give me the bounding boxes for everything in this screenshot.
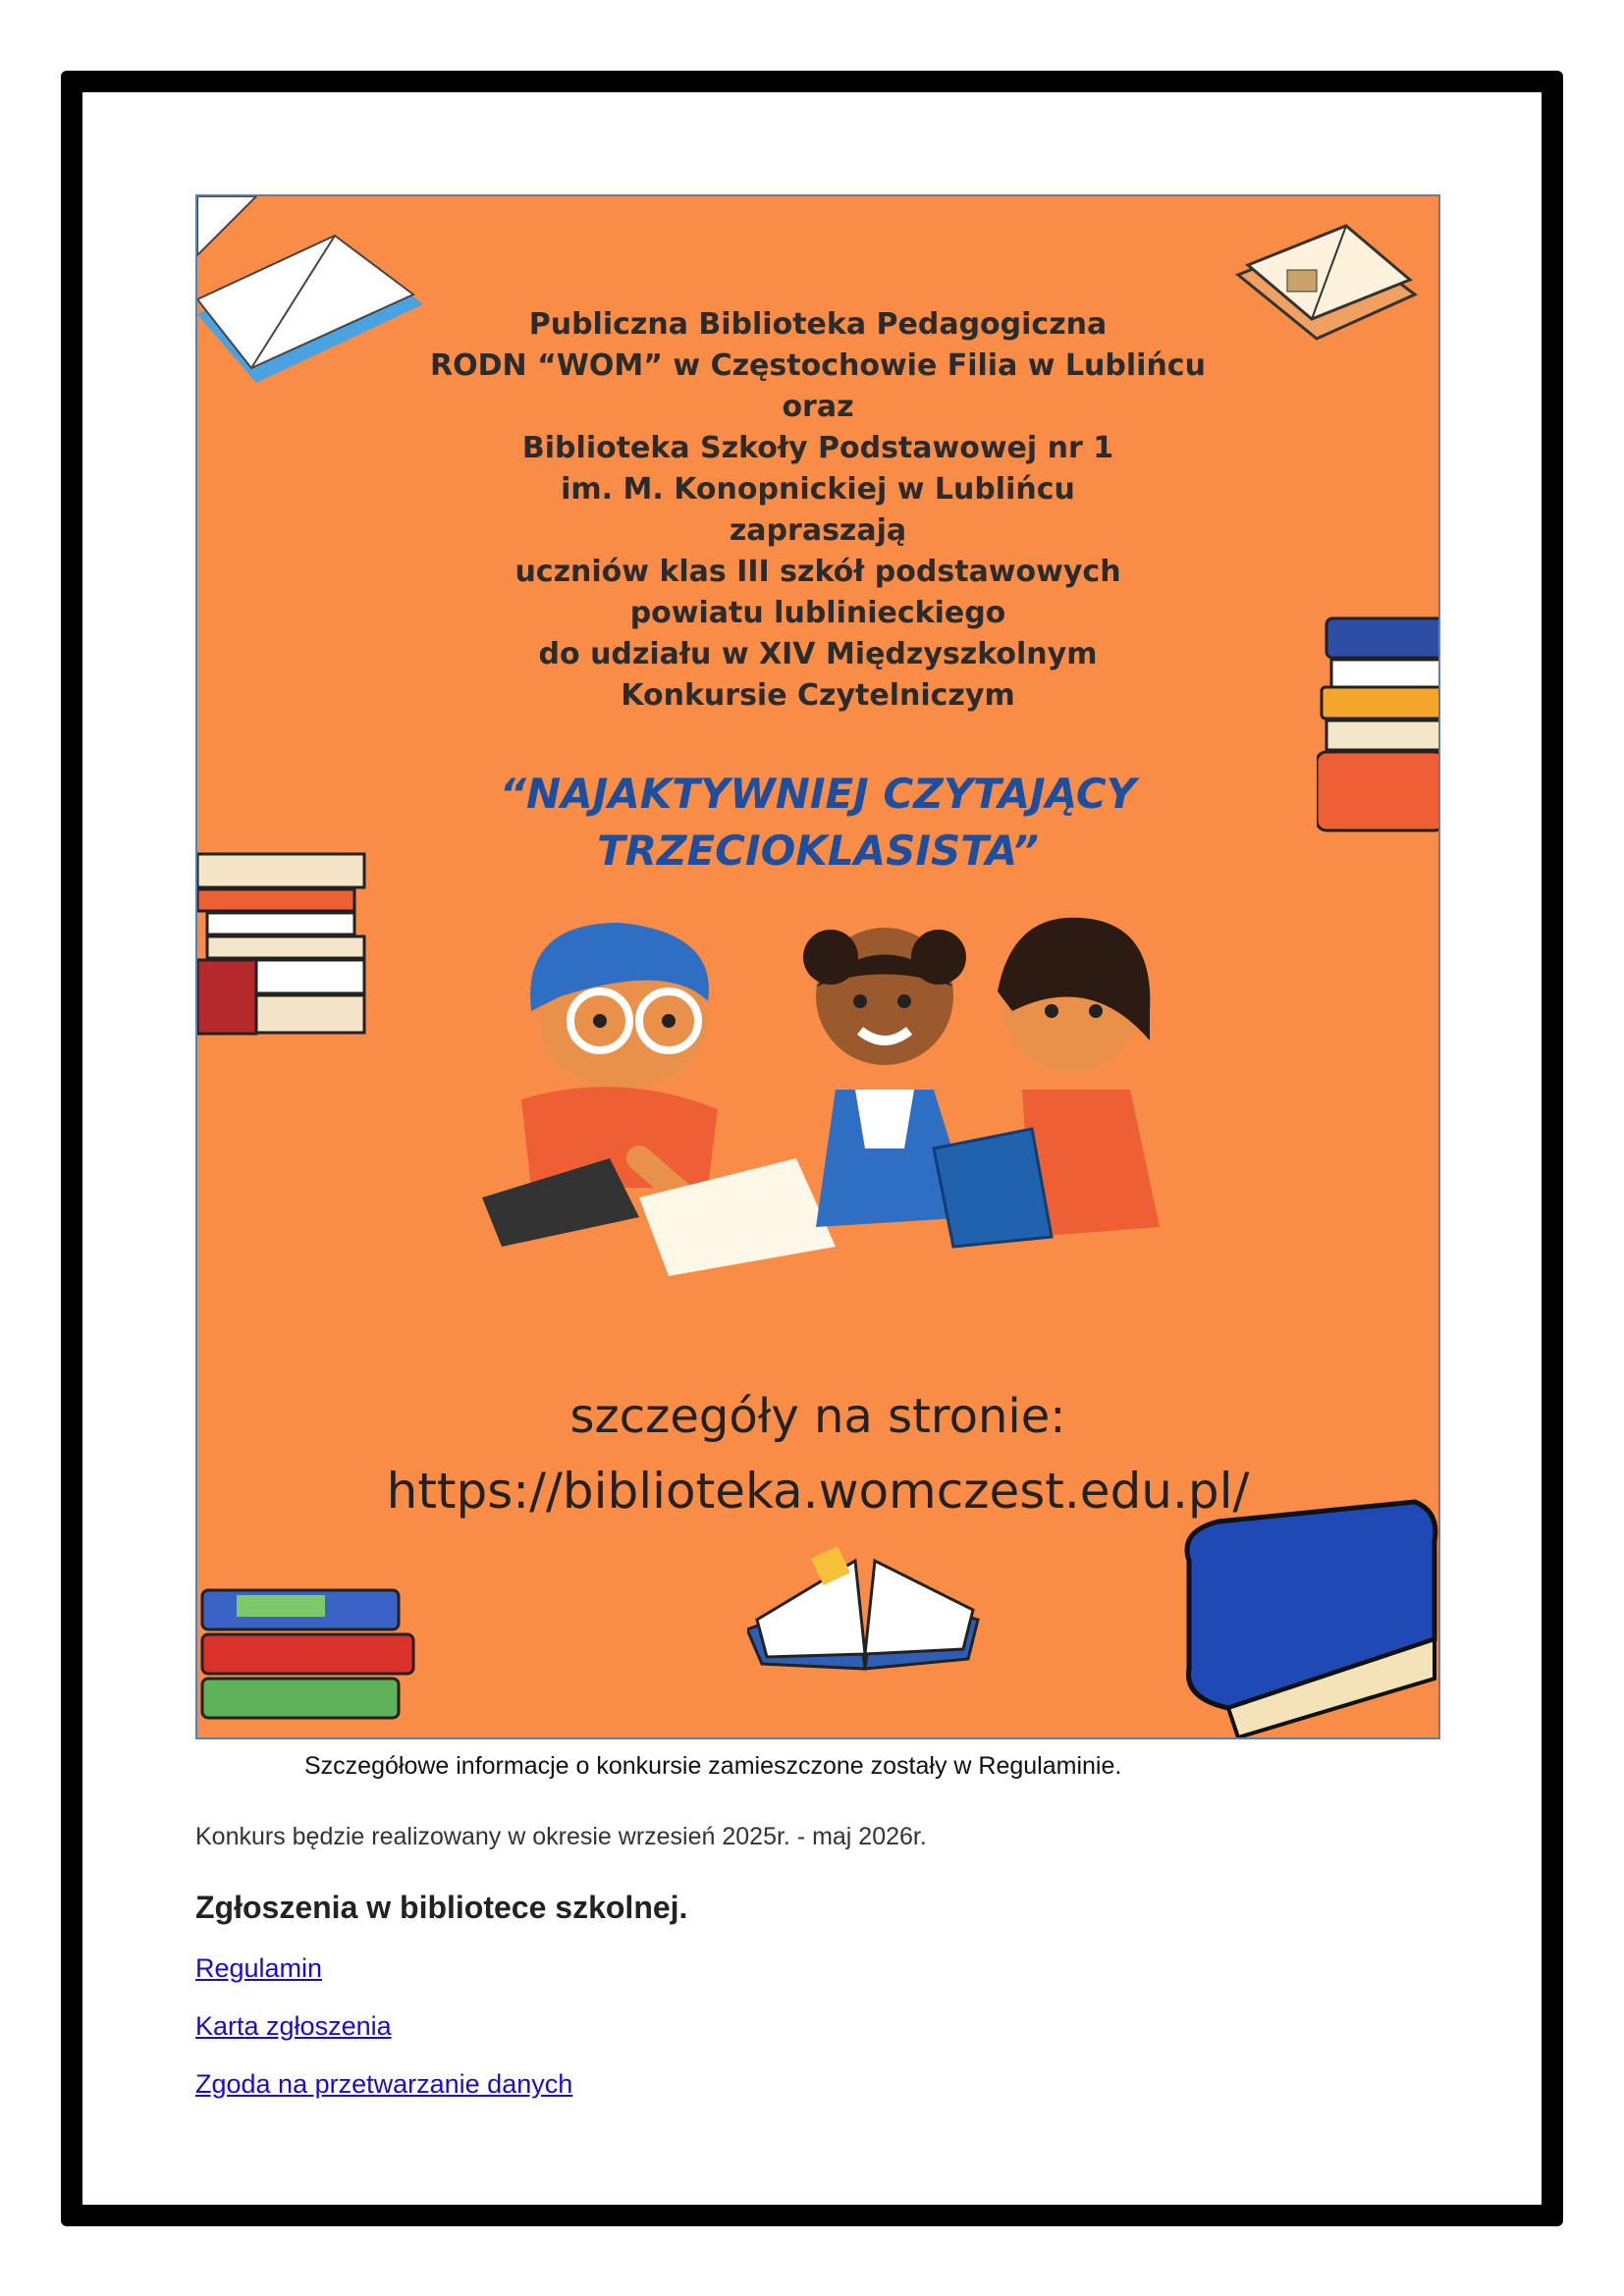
book-stack-bottom-left-illustration xyxy=(197,1580,423,1728)
regulations-link[interactable]: Regulamin xyxy=(195,1953,323,1983)
blue-book-bottom-right-illustration xyxy=(1169,1482,1440,1737)
contest-title xyxy=(197,766,1438,880)
data-processing-consent-link[interactable]: Zgoda na przetwarzanie danych xyxy=(195,2069,573,2099)
contest-title-line: “NAJAKTYWNIEJ CZYTAJĄCY xyxy=(499,770,1137,818)
children-reading-illustration xyxy=(443,903,1189,1276)
organizer-line: Biblioteka Szkoły Podstawowej nr 1 xyxy=(521,431,1114,465)
contest-title-line: TRZECIOKLASISTA” xyxy=(597,827,1039,875)
organizer-line: Konkursie Czytelniczym xyxy=(621,678,1015,713)
details-url: https://biblioteka.womczest.edu.pl/ xyxy=(386,1463,1250,1520)
open-book-bottom-center-illustration xyxy=(747,1531,983,1679)
organizer-line: im. M. Konopnickiej w Lublińcu xyxy=(561,472,1075,507)
application-form-link[interactable]: Karta zgłoszenia xyxy=(195,2011,392,2041)
organizer-line: do udziału w XIV Międzyszkolnym xyxy=(538,637,1098,671)
poster-caption: Szczegółowe informacje o konkursie zamieszczone zostały w Regulaminie. xyxy=(304,1752,1122,1780)
contest-poster xyxy=(195,194,1440,1739)
applications-heading: Zgłoszenia w bibliotece szkolnej. xyxy=(195,1890,688,1925)
organizer-line: Publiczna Biblioteka Pedagogiczna xyxy=(528,307,1108,342)
organizer-text-block xyxy=(197,304,1438,717)
organizer-line: powiatu lublinieckiego xyxy=(629,596,1006,630)
organizer-line: oraz xyxy=(782,390,854,424)
contest-period-text: Konkurs będzie realizowany w okresie wrzesień 2025r. - maj 2026r. xyxy=(195,1823,927,1850)
organizer-line: RODN “WOM” w Częstochowie Filia w Lublińcu xyxy=(430,348,1206,383)
organizer-line: uczniów klas III szkół podstawowych xyxy=(514,555,1121,589)
organizer-line: zapraszają xyxy=(729,513,907,548)
details-label: szczegóły na stronie: xyxy=(569,1389,1066,1444)
